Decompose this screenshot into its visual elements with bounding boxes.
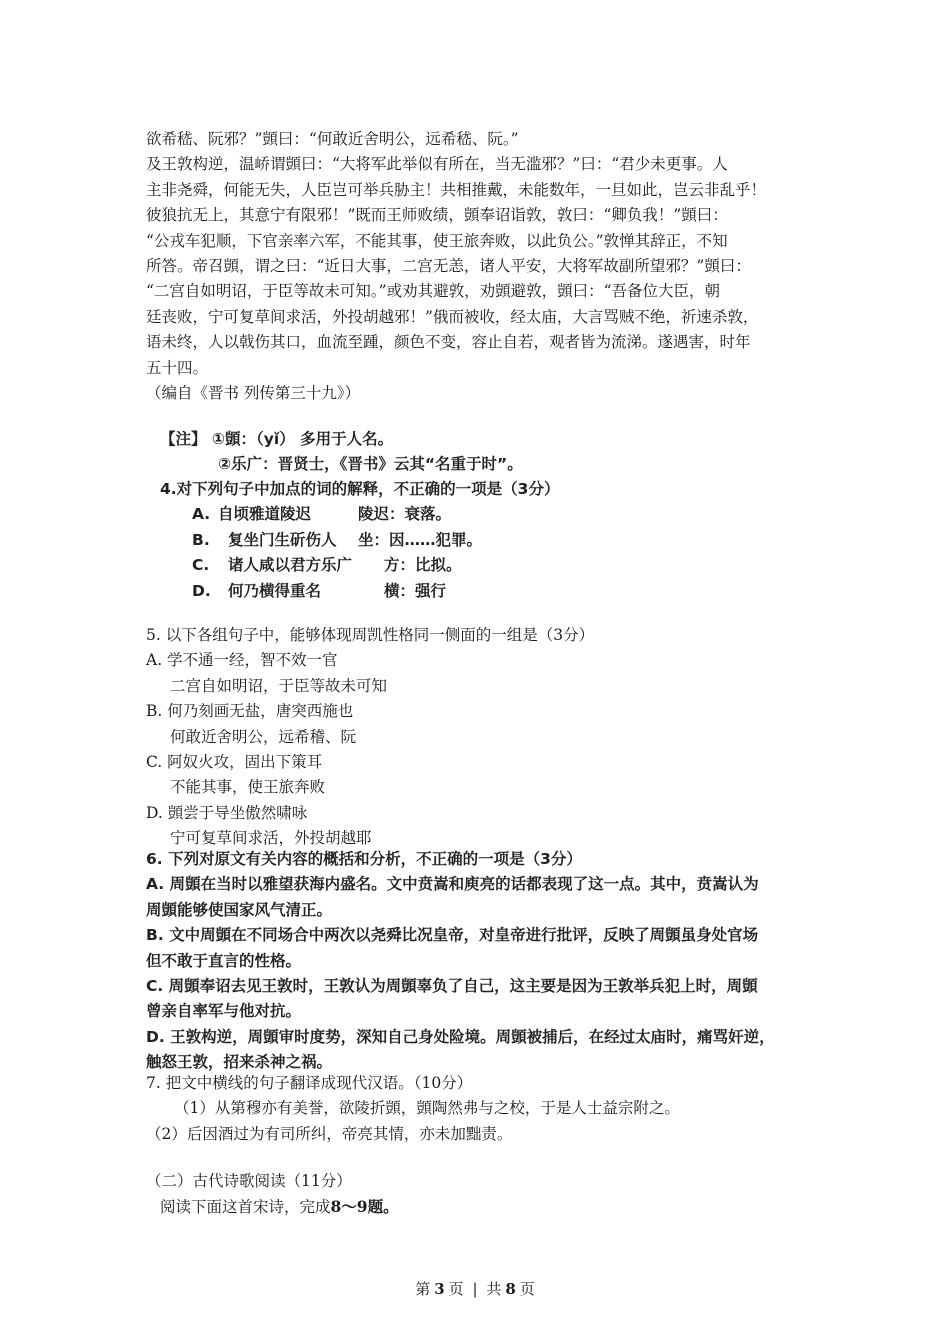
q7-sentence-2: （2）后因酒过为有司所纠，帝亮其情，亦未加黜责。 bbox=[146, 1124, 513, 1143]
q5-option-b-line2: 何敢近舍明公，远希稽、阮 bbox=[170, 727, 357, 746]
passage-line: 语未终，人以戟伤其口，血流至踵，颜色不变，容止自若，观者皆为流涕。遂遇害，时年 bbox=[146, 333, 751, 352]
question-7-stem: 7. 把文中横线的句子翻译成现代汉语。（10分） bbox=[146, 1074, 473, 1092]
question-6-stem: 6. 下列对原文有关内容的概括和分析，不正确的一项是（3分） bbox=[146, 850, 582, 868]
q5-option-d: D. 顗尝于导坐傲然啸咏 bbox=[146, 803, 308, 822]
total-pages: 8 bbox=[505, 1280, 516, 1298]
note-1: ①顗：（yǐ） 多用于人名。 bbox=[211, 430, 394, 448]
passage-line: “二宫自如明诏，于臣等故未可知。”或劝其避敦，劝顗避敦，顗曰：“吾备位大臣，朝 bbox=[146, 282, 721, 301]
page-number: 3 bbox=[434, 1280, 445, 1298]
q6-line: 但不敢于直言的性格。 bbox=[146, 951, 302, 970]
passage-line: 廷丧败，宁可复草间求活，外投胡越邪！”俄而被收，经太庙，大言骂贼不绝，祈速杀敦， bbox=[146, 307, 759, 326]
q6-line: B. 文中周顗在不同场合中两次以尧舜比况皇帝，对皇帝进行批评，反映了周顗虽身处官场 bbox=[146, 926, 759, 945]
q6-line: C. 周顗奉诏去见王敦时，王敦认为周顗辜负了自己，这主要是因为王敦举兵犯上时，周顗 bbox=[146, 977, 758, 996]
section-poetry bbox=[146, 1169, 806, 1221]
question-5-stem: 5. 以下各组句子中，能够体现周凯性格同一侧面的一组是（3分） bbox=[146, 626, 595, 644]
q4-option-c: C. 诸人咸以君方乐广 方：比拟。 bbox=[192, 556, 462, 575]
note-2: ②乐广：晋贤士，《晋书》云其“名重于时”。 bbox=[218, 455, 523, 474]
notes bbox=[160, 427, 820, 478]
q4-option-d: D. 何乃横得重名 横：强行 bbox=[192, 581, 447, 600]
source-citation: （编自《晋书 列传第三十九》） bbox=[146, 384, 361, 403]
q5-option-a-line2: 二宫自如明诏，于臣等故未可知 bbox=[170, 676, 388, 695]
q4-option-a: A. 自顷雅道陵迟 陵迟：衰落。 bbox=[192, 505, 452, 524]
section-title: （二）古代诗歌阅读（11分） bbox=[146, 1172, 352, 1190]
question-7 bbox=[146, 1071, 806, 1147]
passage-line: 彼狼抗无上，其意宁有限邪！”既而王师败绩，顗奉诏诣敦，敦曰：“卿负我！”顗曰： bbox=[146, 206, 728, 225]
q5-option-b: B. 何乃刻画无盐，唐突西施也 bbox=[146, 702, 354, 721]
passage-line: 欲希嵇、阮邪？”顗曰：“何敢近舍明公，远希嵇、阮。” bbox=[146, 130, 519, 148]
section-intro: 阅读下面这首宋诗，完成8～9题。 bbox=[160, 1197, 399, 1217]
question-5 bbox=[146, 623, 806, 852]
passage-line: “公戎车犯顺，下官亲率六军，不能其事，使王旅奔败，以此负公。”敦惮其辞正，不知 bbox=[146, 231, 728, 250]
q6-line: 曾亲自率军与他对抗。 bbox=[146, 1002, 302, 1021]
passage-line: 及王敦构逆，温峤谓顗曰：“大将军此举似有所在，当无滥邪？”曰：“君少未更事。人 bbox=[146, 155, 728, 174]
page-footer: 第 3 页 | 共 8 页 bbox=[415, 1280, 535, 1298]
footer-separator: | bbox=[472, 1280, 478, 1298]
q5-option-c-line2: 不能其事，使王旅奔败 bbox=[170, 778, 326, 797]
q4-option-b: B. 复坐门生斫伤人 坐：因……犯罪。 bbox=[192, 530, 483, 549]
q5-option-a: A. 学不通一经，智不效一官 bbox=[146, 651, 338, 670]
q5-option-d-line2: 宁可复草间求活，外投胡越耶 bbox=[170, 829, 372, 848]
passage-line: 五十四。 bbox=[146, 358, 209, 377]
passage-line: 主非尧舜，何能无失，人臣岂可举兵胁主！共相推戴，未能数年，一旦如此，岂云非乱乎！ bbox=[146, 180, 767, 199]
notes-label: 【注】 bbox=[160, 430, 207, 448]
passage bbox=[146, 127, 806, 406]
q6-line: D. 王敦构逆，周顗审时度势，深知自己身处险境。周顗被捕后，在经过太庙时，痛骂奸逆， bbox=[146, 1027, 775, 1046]
q6-line: 周顗能够使国家风气清正。 bbox=[146, 900, 333, 919]
q6-line: 触怒王敦，招来杀神之祸。 bbox=[146, 1053, 333, 1072]
q5-option-c: C. 阿奴火攻，固出下策耳 bbox=[146, 753, 323, 772]
passage-line: 所答。帝召顗，谓之曰：“近日大事，二宫无恙，诸人平安，大将军故副所望邪？”顗曰： bbox=[146, 257, 751, 276]
question-6 bbox=[146, 847, 806, 1076]
question-4-stem: 4.对下列句子中加点的词的解释，不正确的一项是（3分） bbox=[160, 480, 560, 498]
q6-line: A. 周顗在当时以雅望获海内盛名。文中贲嵩和庾亮的话都表现了这一点。其中，贲嵩认为 bbox=[146, 875, 759, 894]
q7-sentence-1: （1）从第穆亦有美誉，欲陵折顗，顗陶然弗与之校，于是人士益宗附之。 bbox=[174, 1099, 680, 1118]
question-4 bbox=[160, 477, 820, 604]
